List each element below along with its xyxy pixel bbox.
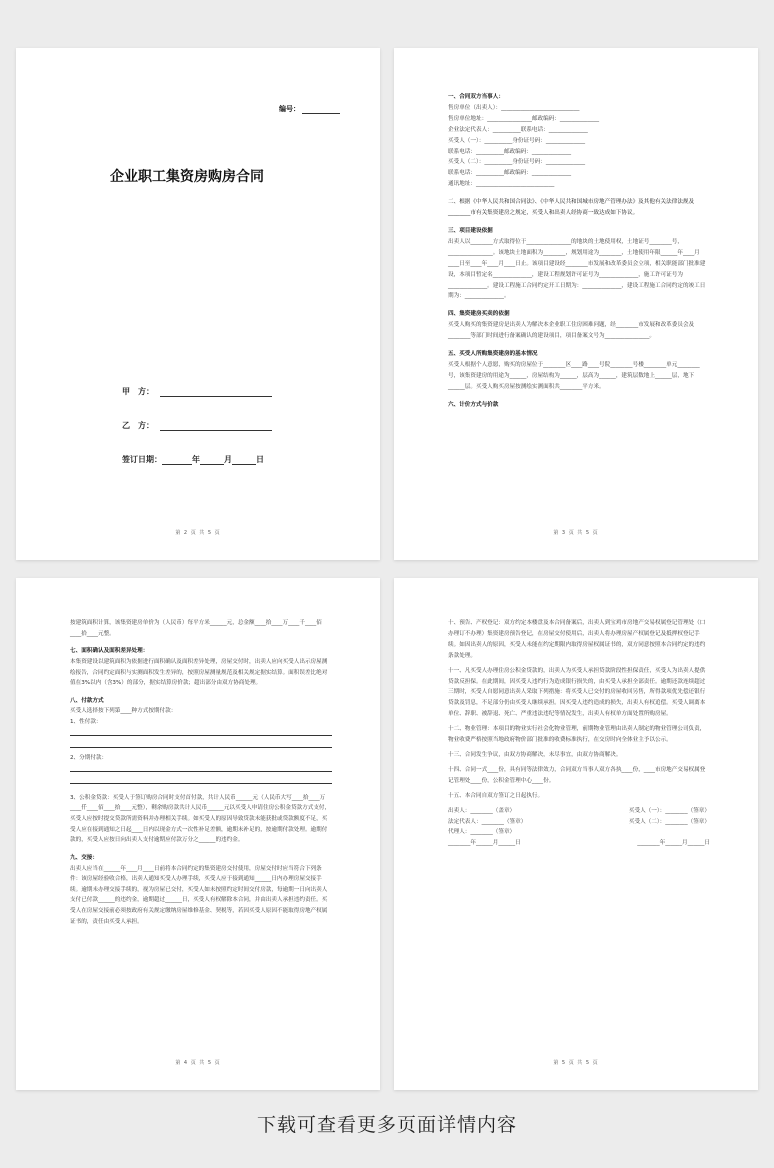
legal-rep-signature: 法定代表人：________（签章） [448,818,527,825]
day-label: 日 [256,455,264,464]
section-heading: 一、合同双方当事人： [448,94,504,100]
section-heading: 六、计价方式与价款 [448,401,499,408]
page-body [70,618,332,927]
party-line: 买受人（一）：__________身份证号码：______________ [448,137,586,144]
blank-line [70,728,332,736]
party-line: 联系电话：__________邮政编码：______________ [448,148,572,155]
page-footer: 第 4 页 共 5 页 [175,1060,221,1066]
seller-signature: 出卖人：________（盖章） [448,807,516,814]
party-a-label: 甲 方： [122,387,154,396]
signature-date-row [448,838,710,849]
section-heading: 四、集资建房买卖的依据 [448,311,510,318]
section-paragraph: 按建筑面积计算，该集资建房单价为（人民币）每平方米______元，总金额____拾____万____千____佰____拾____元整。 [70,620,322,637]
page-body [448,92,710,411]
payment-option: 2、分期付款： [70,754,108,761]
blank-line [70,776,332,784]
page-footer: 第 5 页 共 5 页 [553,1060,599,1066]
buyer-sign-date: ________年______月______日 [637,840,710,847]
page-body [448,618,710,849]
party-line: 买受人（二）：__________身份证号码：______________ [448,159,586,166]
party-line: 通讯地址：____________________________ [448,181,555,188]
section-paragraph: 十二、物业管理：本项目的物业实行社会化物业管理，前期物业管理由出卖人制定的物业管理公司负责，物业收费严格按照当地政府物价部门批准的收费标准执行，在交房时向全体业主予以公示。 [448,726,706,744]
party-b-row [122,420,272,431]
section-paragraph: 买受人根据个人意愿，购买的房屋位于________区____路____号院________号楼________单元________号，该集资建房的用途为______，房屋结构为______，层高为______，建筑层数地上______层，地下______层。买受人购买房屋按测绘实测面积共________平方米。 [448,361,700,390]
section-paragraph: 出卖人应当在______年____月____日前将本合同约定的集资建房交付使用，房屋交付时应当符合下列条件：该房屋经验收合格，出卖人通知买受人办理手续，买受人应于接到通知______日内办理房屋交接手续。逾期未办理交接手续的，视为房屋已交付，买受人如未按照约定时间交付房款，每逾期一日向出卖人支付已付款______的违约金，逾期超过______日，买受人有权解除本合同，并由出卖人承担违约责任。买受人在房屋交接前必须按政府有关规定缴纳房屋维修基金、契税等，若因买受人原因不能取得房地产权属证书的，责任由买受人承担。 [70,865,328,925]
month-line [200,455,224,465]
section-paragraph: 买受人选择按下列第____种方式按期付款： [70,708,177,715]
year-label: 年 [192,455,200,464]
section-heading: 三、项目建设依据 [448,227,493,234]
contract-page-3 [16,578,380,1090]
download-caption: 下载可查看更多页面详情内容 [256,1114,517,1136]
day-line [232,455,256,465]
party-line: 企业法定代表人：__________联系电话：______________ [448,126,588,133]
section-paragraph: 二、根据《中华人民共和国合同法》、《中华人民共和国城市房地产管理办法》及其他有关法律法规及________市有关集资建房之规定，买受人和出卖人经协商一致达成如下协议。 [448,199,695,217]
party-a-line [160,387,272,397]
contract-number-line [302,106,340,114]
section-paragraph: 本集资建设以建筑面积为依据进行面积确认及面积差异处理，房屋交付时，出卖人应向买受人出示房屋测绘报告，合同约定面积与实测面积发生差异的，按照房屋测量规范及相关规定据实结算。面积误差比绝对值在3%以内（含3%）的部分，据实结算房价款；超出部分由双方协商处理。 [70,658,328,687]
signature-row [448,827,710,838]
section-heading: 七、面积确认及面积差异处理： [70,648,149,655]
section-paragraph: 买受人购买的集资建房是出卖人为解决本企业职工住房困难问题，经________市发展和改革委员会及________等部门时间进行备案确认的建设项目，项目备案文号为________________。 [448,322,695,340]
party-line: 售房单位地址：________________邮政编码：______________ [448,115,600,122]
payment-option: 1、性付款： [70,719,102,725]
signature-row [448,817,710,828]
party-b-line [160,421,272,431]
page-footer: 第 2 页 共 5 页 [175,530,221,536]
signature-row [448,806,710,817]
section-heading: 九、交接： [70,854,98,861]
party-b-label: 乙 方： [122,421,154,430]
contract-page-2 [394,48,758,560]
blank-line [70,740,332,748]
buyer2-signature: 买受人（二）：________（签章） [628,818,710,825]
year-line [162,455,192,465]
month-label: 月 [224,455,232,464]
contract-page-4 [394,578,758,1090]
party-line: 联系电话：__________邮政编码：______________ [448,170,572,177]
section-paragraph: 十一、凡买受人办理住房公积金贷款的，出卖人为买受人承担贷款阶段性担保责任，买受人为出卖人提供贷款反担保。在此期间，因买受人违约行为造成银行损失的，由买受人承担全部责任。逾期还款连续超过三期时，买受人自愿同意出卖人采取下列措施：将买受人已交付的房屋收回另售，所得款项优先偿还银行贷款及罚息，不足部分仍由买受人继续承担。因买受人违约造成的损失，出卖人有权追偿。买受人调离本单位、辞职、被辞退、死亡、严重违法违纪等情况发生，出卖人有权单方面处置所购房屋。 [448,667,706,718]
cover-page [16,48,380,560]
page-footer: 第 3 页 共 5 页 [553,530,599,536]
section-heading: 八、付款方式 [70,697,104,704]
party-a-row [122,386,272,397]
contract-title: 企业职工集资房购房合同 [110,169,264,185]
section-heading: 五、买受人所购集资建房的基本情况 [448,351,538,358]
section-paragraph: 十五、本合同自双方签订之日起执行。 [448,792,544,799]
blank-line [70,764,332,772]
sign-date-row [122,454,264,465]
agent-signature: 代理人：________（签章） [448,829,516,836]
party-line: 售房单位（出卖人）：____________________________ [448,104,580,111]
seller-sign-date: ________年______月______日 [448,840,521,847]
buyer1-signature: 买受人（一）：________（签章） [628,807,710,814]
section-paragraph: 十三、合同发生争议，由双方协商解决，未尽事宜，由双方协商解决。 [448,751,622,758]
contract-number [279,104,340,114]
contract-number-label: 编号： [279,105,300,113]
section-paragraph: 十、预告、产权登记：双方约定本楼盘及本合同备案后，出卖人到宝鸡市房地产交易权属登记管理处（口办理订不办理）集资建房预告登记，在房屋交付使用后，出卖人将办理房屋产权属登记及抵押权登记手续。如因出卖人的原因，买受人未能在约定期限内取得房屋权属证书的，双方同意按照本合同约定的违约条款处理。 [448,620,706,659]
section-paragraph: 出卖人以________方式取得位于________________的地块的土地使用权，土地证号________号，________________。该地块土地面积为________，规划用途为________，土地使用年限______年____月____日至____年____月____日止。该项目建设经________市发展和改革委员会立项，相关职能部门批准建设，本项目暂定名______________，建设工程规划许可证号为______________，施工许可证号为______________。建设工程施工合同约定开工日期为：______________，建设工程施工合同约定的竣工日期为：______________。 [448,238,706,300]
section-paragraph: 十四、合同一式____份，具有同等法律效力，合同双方当事人双方各执____份，____市房地产交易权属登记管理处____份，公积金管理中心____份。 [448,766,706,784]
sign-date-label: 签订日期： [122,455,162,464]
section-paragraph: 3、公积金贷款：买受人于签订购房合同时支付首付款，共计人民币______元（人民币大写____拾____万____仟____佰____拾____元整），剩余购房款共计人民币______元以买受人申请住房公积金贷款方式支付，买受人应按时提交贷款所需资料并办理相关手续。如买受人的原因导致贷款未能获批或贷款额度不足，买受人应在接到通知之日起____日内以现金方式一次性补足差额，逾期未补足的，按逾期付款处理。逾期付款的，买受人应按日向出卖人支付逾期应付款万分之______的违约金。 [70,794,331,844]
